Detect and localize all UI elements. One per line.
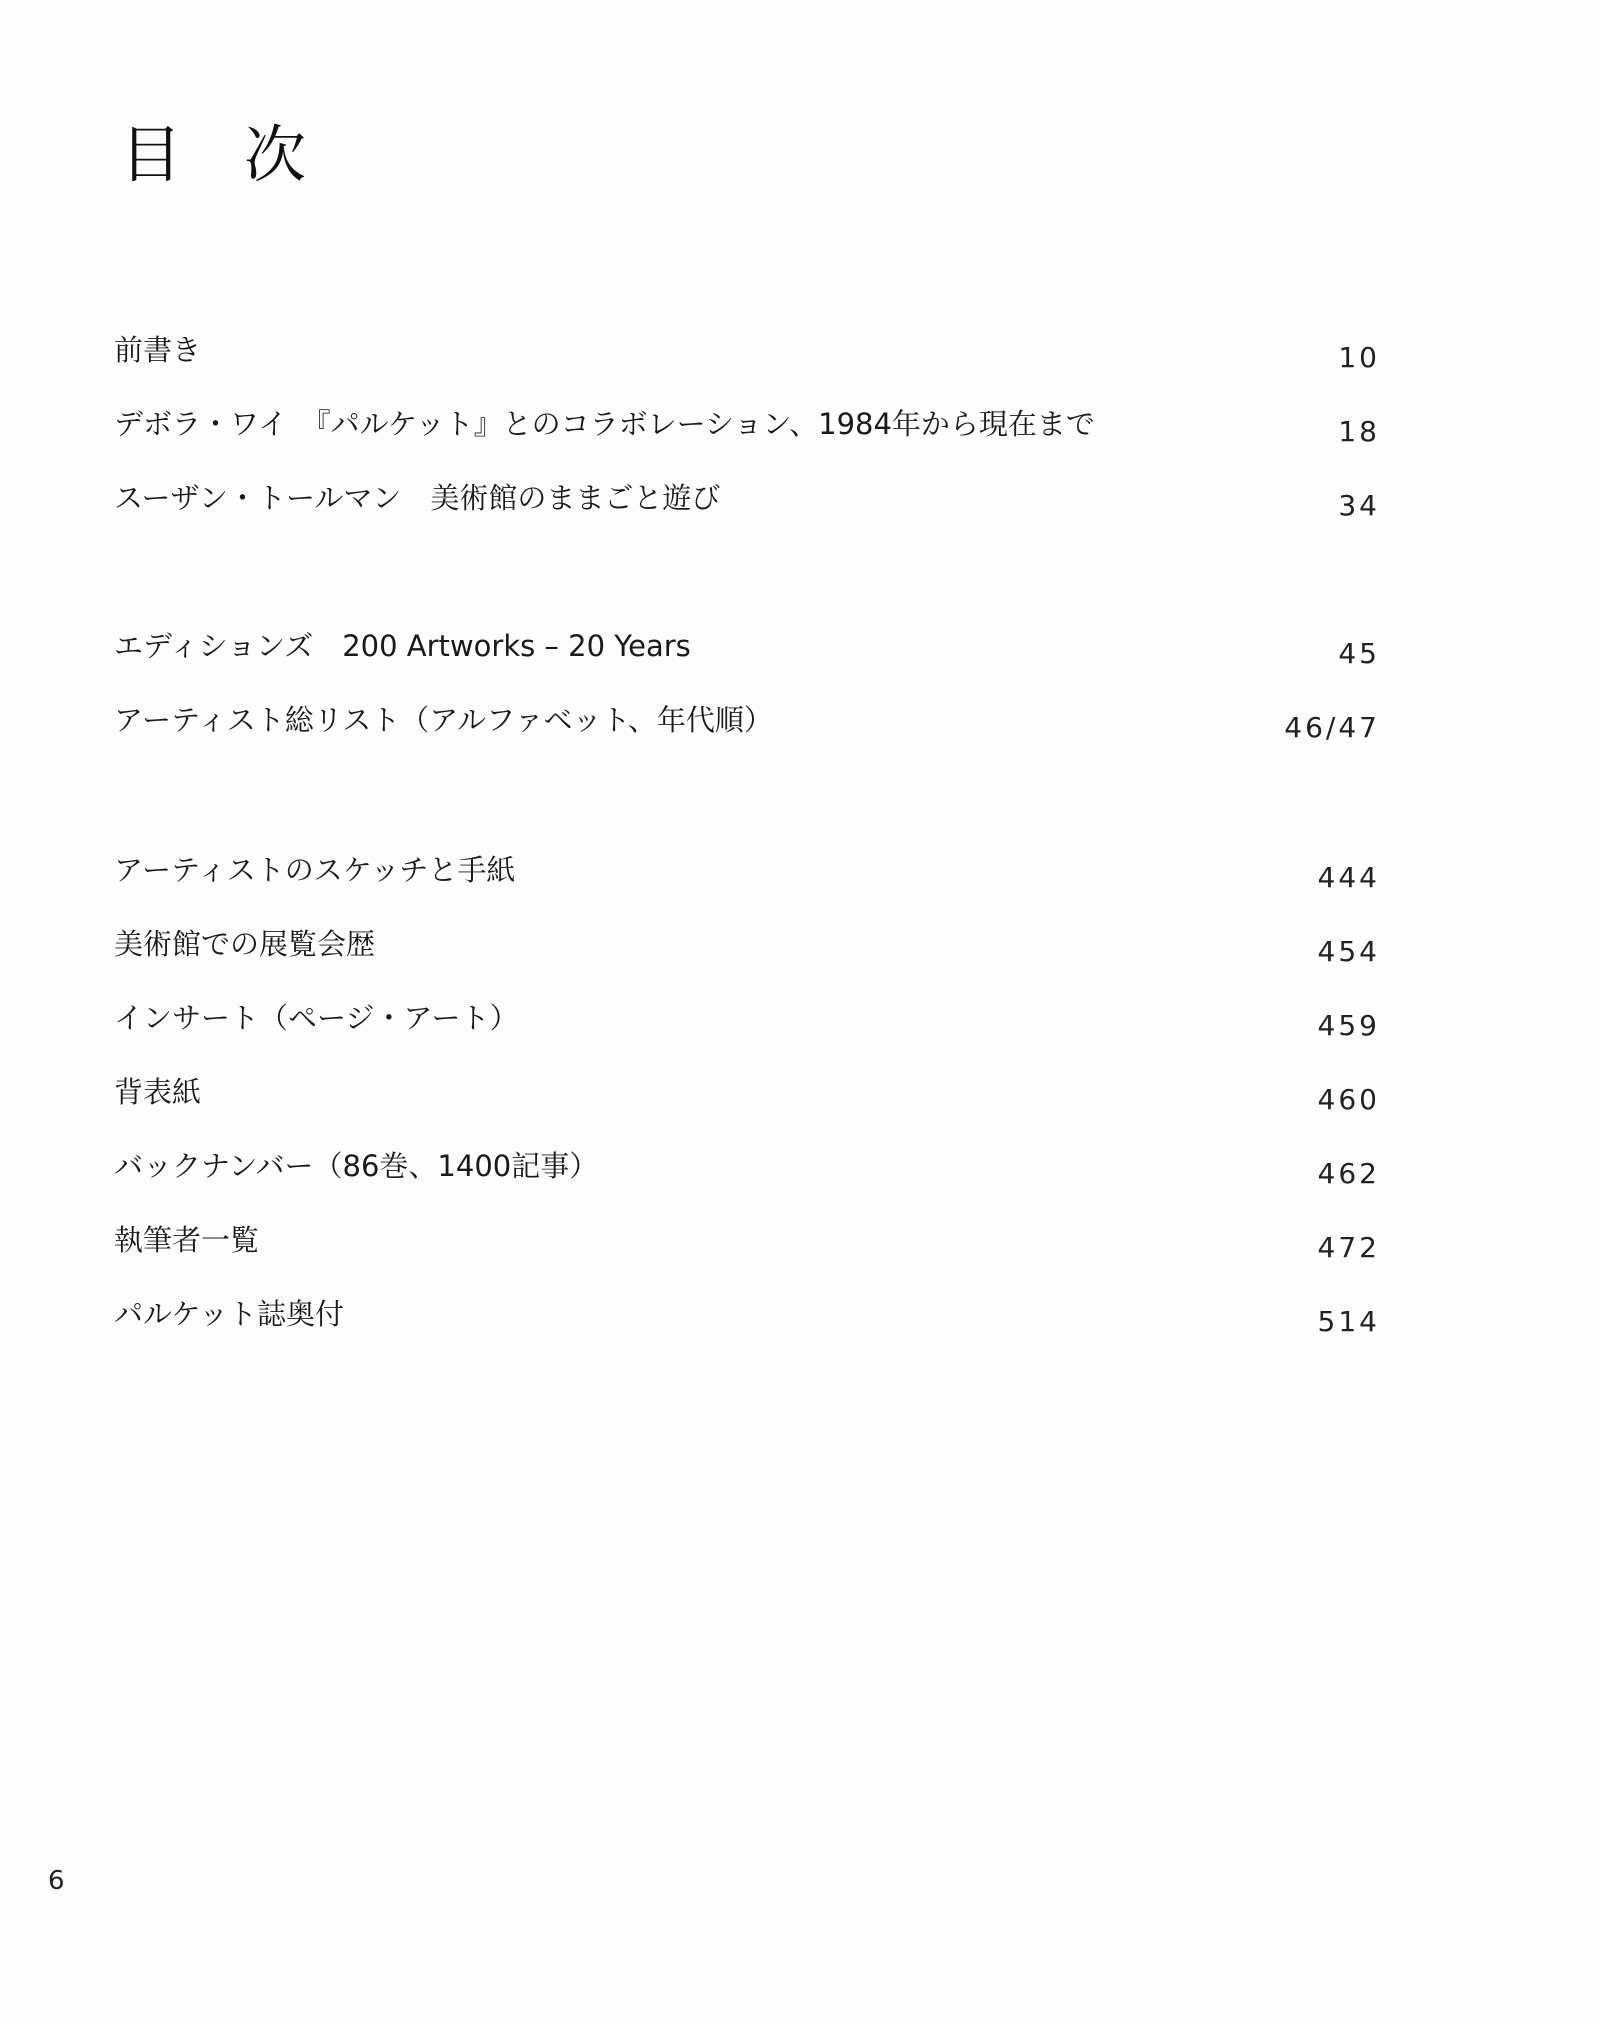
toc-entry[interactable]	[114, 1072, 1380, 1146]
toc-entry-page-number: 46/47	[1284, 711, 1380, 744]
toc-entry-page-number: 34	[1338, 489, 1380, 522]
toc-entry[interactable]	[114, 330, 1380, 404]
toc-entry[interactable]	[114, 700, 1380, 774]
toc-entry[interactable]	[114, 1146, 1380, 1220]
toc-entry-page-number: 45	[1338, 637, 1380, 670]
toc-entry-label: インサート（ページ・アート）	[114, 1001, 519, 1035]
toc-entry-label: 執筆者一覧	[114, 1223, 260, 1257]
toc-entry[interactable]	[114, 850, 1380, 924]
toc-group-editions	[114, 626, 1380, 774]
toc-entry-page-number: 514	[1317, 1305, 1380, 1338]
toc-entry-page-number: 454	[1317, 935, 1380, 968]
toc-entry[interactable]	[114, 478, 1380, 552]
toc-entry-page-number: 444	[1317, 861, 1380, 894]
toc-entry-label: パルケット誌奥付	[114, 1297, 344, 1331]
toc-entry-label: アーティストのスケッチと手紙	[114, 853, 516, 887]
toc-entry-page-number: 10	[1338, 341, 1380, 374]
toc-entry[interactable]	[114, 924, 1380, 998]
page-title: 目次	[120, 117, 369, 191]
toc-entry-label: デボラ・ワイ 『パルケット』とのコラボレーション、1984年から現在まで	[114, 407, 1095, 441]
toc-entry[interactable]	[114, 998, 1380, 1072]
toc-entry-label: 背表紙	[114, 1075, 202, 1109]
toc-entry-label: 美術館での展覧会歴	[114, 927, 376, 961]
toc-entry-label: スーザン・トールマン 美術館のままごと遊び	[114, 481, 721, 515]
toc-group-introduction	[114, 330, 1380, 552]
toc-entry-page-number: 460	[1317, 1083, 1380, 1116]
toc-entry-label: アーティスト総リスト（アルファベット、年代順）	[114, 703, 773, 737]
toc-entry[interactable]	[114, 404, 1380, 478]
page-folio-number: 6	[48, 1866, 65, 1896]
toc-entry-label: バックナンバー（86巻、1400記事）	[114, 1149, 599, 1183]
toc-entry[interactable]	[114, 1220, 1380, 1294]
toc-group-appendix	[114, 850, 1380, 1368]
toc-entry-label: 前書き	[114, 333, 202, 367]
toc-entry-page-number: 18	[1338, 415, 1380, 448]
toc-entry-label: エディションズ 200 Artworks – 20 Years	[114, 629, 691, 663]
toc-entry-page-number: 472	[1317, 1231, 1380, 1264]
toc-entry-page-number: 459	[1317, 1009, 1380, 1042]
toc-entry-page-number: 462	[1317, 1157, 1380, 1190]
toc-entry[interactable]	[114, 1294, 1380, 1368]
toc-entry[interactable]	[114, 626, 1380, 700]
